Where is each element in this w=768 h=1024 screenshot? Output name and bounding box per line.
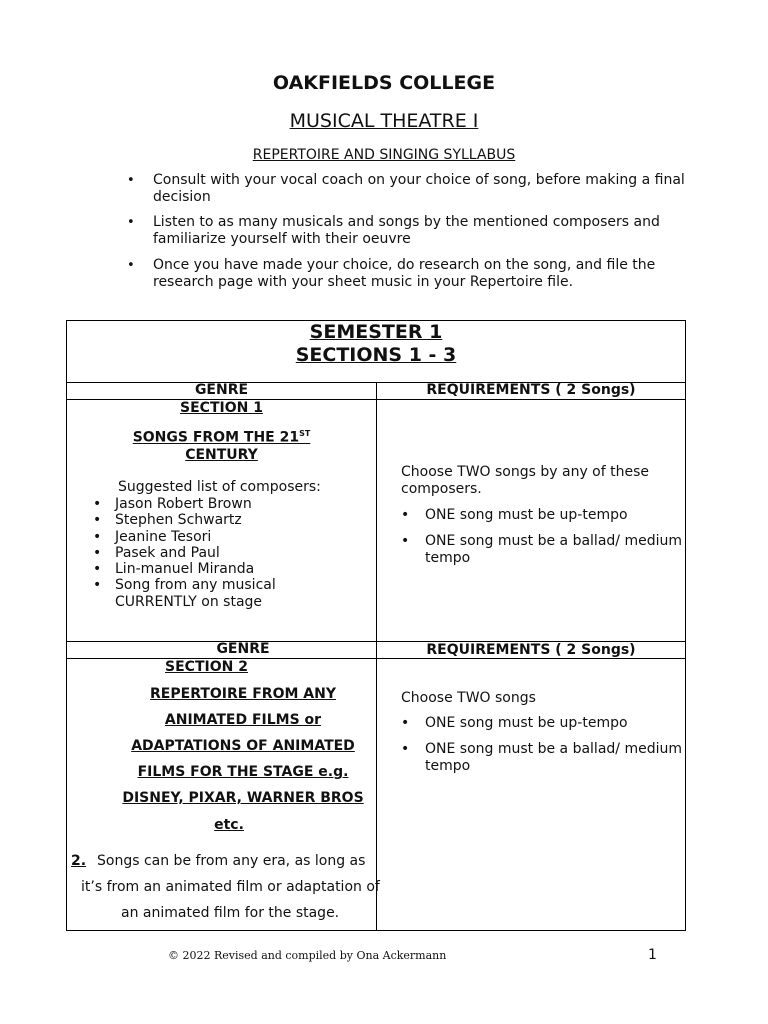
composer-list: [91, 496, 371, 610]
course-title: MUSICAL THEATRE I: [289, 110, 479, 132]
requirements-intro: Choose TWO songs: [401, 690, 536, 706]
list-item: • Pasek and Paul: [93, 544, 220, 561]
list-item: • Jeanine Tesori: [93, 528, 212, 545]
note-line: Songs can be from any era, as long as: [97, 853, 366, 869]
sections-title: SECTIONS 1 - 3: [295, 344, 457, 366]
bullet-icon: •: [93, 544, 102, 561]
requirements-header: REQUIREMENTS ( 2 Songs): [426, 642, 636, 658]
list-item: CURRENTLY on stage: [115, 593, 263, 610]
bullet-icon: •: [401, 533, 410, 549]
list-item: • Lin-manuel Miranda: [93, 561, 255, 578]
note-number: 2.: [71, 853, 87, 869]
requirement-item: • ONE song must be a ballad/ medium tempo: [401, 741, 682, 774]
bullet-icon: •: [127, 173, 135, 188]
footer-credit: © 2022 Revised and compiled by Ona Ackermann: [168, 949, 447, 962]
bullet-icon: •: [93, 577, 102, 594]
instruction-item: [127, 214, 693, 248]
section-label: SECTION 1: [180, 400, 263, 416]
section-title-line: FILMS FOR THE STAGE e.g.: [137, 764, 349, 780]
bullet-icon: •: [401, 507, 410, 523]
page-number: 1: [648, 947, 657, 963]
section-title-line: ANIMATED FILMS or: [164, 712, 322, 728]
bullet-icon: •: [93, 561, 102, 578]
instruction-item: [127, 257, 693, 291]
note-line: an animated film for the stage.: [121, 905, 340, 921]
bullet-icon: •: [93, 512, 102, 529]
bullet-icon: •: [127, 258, 135, 273]
section-title-line: DISNEY, PIXAR, WARNER BROS: [122, 790, 364, 806]
requirement-item: • ONE song must be up-tempo: [401, 715, 628, 731]
requirement-item: • ONE song must be a ballad/ medium tempo: [401, 533, 682, 566]
syllabus-title: REPERTOIRE AND SINGING SYLLABUS: [252, 147, 516, 163]
requirement-item: • ONE song must be up-tempo: [401, 507, 628, 523]
section-title-line: ADAPTATIONS OF ANIMATED: [131, 738, 355, 754]
bullet-icon: •: [93, 528, 102, 545]
section-title: [67, 429, 376, 446]
instruction-text: Listen to as many musicals and songs by the mentioned composers and familiarize yourself with their oeuvre: [153, 214, 660, 247]
list-item: • Jason Robert Brown: [93, 496, 252, 512]
requirements-header: REQUIREMENTS ( 2 Songs): [426, 382, 636, 398]
bullet-icon: •: [93, 496, 102, 512]
section-title-line2: CENTURY: [185, 447, 258, 463]
section-title-superscript: ST: [299, 429, 311, 438]
bullet-icon: •: [401, 741, 410, 757]
bullet-icon: •: [401, 715, 410, 731]
requirements-intro: Choose TWO songs by any of these composers.: [401, 464, 650, 497]
section-title-line: REPERTOIRE FROM ANY: [150, 686, 336, 702]
section-label: SECTION 2: [165, 659, 248, 675]
instruction-item: [127, 172, 693, 206]
composers-intro: Suggested list of composers:: [118, 479, 321, 495]
list-item: • Song from any musical: [93, 577, 276, 594]
college-name: OAKFIELDS COLLEGE: [272, 72, 496, 94]
bullet-icon: •: [127, 215, 135, 230]
section-title-text: SONGS FROM THE 21: [132, 429, 300, 446]
genre-header: GENRE: [194, 382, 249, 398]
genre-header: GENRE: [216, 641, 270, 657]
section-title-line: etc.: [214, 817, 244, 833]
instruction-text: Consult with your vocal coach on your choice of song, before making a final decision: [153, 172, 685, 205]
list-item: • Stephen Schwartz: [93, 512, 242, 529]
instruction-text: Once you have made your choice, do research on the song, and file the research page with your sheet music in your Repertoire file.: [153, 257, 656, 290]
note-line: it’s from an animated film or adaptation of: [81, 879, 380, 895]
semester-title: SEMESTER 1: [309, 321, 443, 343]
semester-table: [66, 320, 686, 931]
